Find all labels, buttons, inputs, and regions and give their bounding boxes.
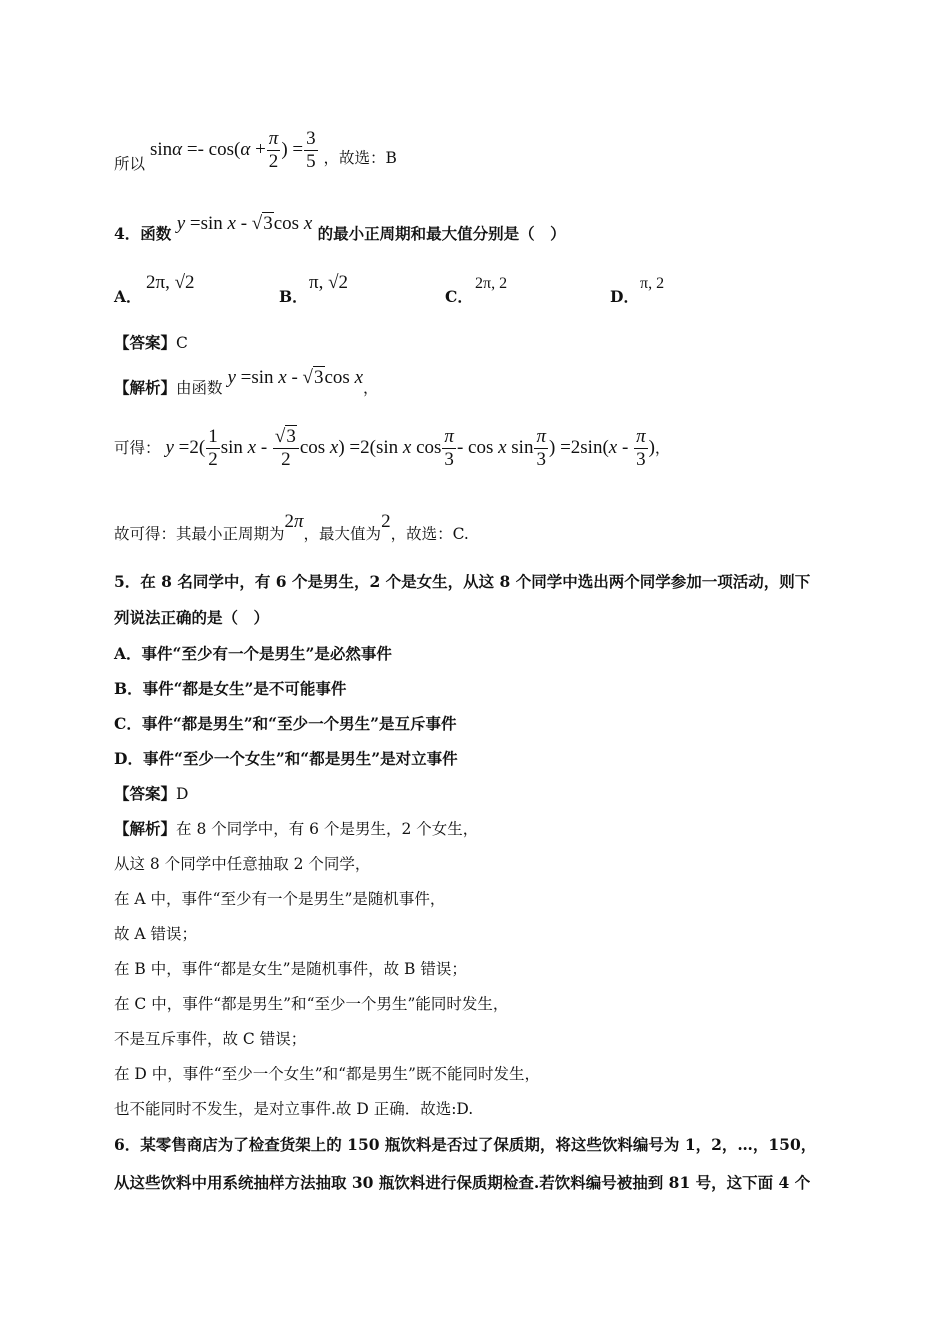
question-6-title-line1: 6．某零售商店为了检查货架上的 150 瓶饮料是否过了保质期，将这些饮料编号为 1，2，…，150， — [114, 1135, 817, 1154]
text: ，故选：C. — [390, 525, 469, 543]
formula-derivation: y =2( $\frac{1}{2}$ sin x - $\frac{√3}{2}$ cos x) =2(sin x cos $\frac{\pi}{3}$ - cos x sin $\frac{\pi}{3}$ ) =2sin(x - $\frac{\pi}{3}$ ) — [165, 426, 655, 470]
q5-option-a[interactable]: A．事件“至少有一个是男生”是必然事件 — [114, 644, 392, 663]
question-4-title — [114, 214, 566, 244]
option-label: B． — [279, 287, 308, 306]
formula-function: y =sin x - √3cos x — [176, 213, 313, 234]
q5-analysis-line5: 在 B 中，事件“都是女生”是随机事件，故 B 错误； — [114, 960, 467, 978]
text: 在 8 个同学中，有 6 个是男生，2 个女生， — [176, 820, 479, 838]
q4-analysis-line1 — [114, 368, 379, 398]
text: ，最大值为 — [303, 525, 382, 543]
text: 故可得：其最小正周期为 — [114, 525, 285, 543]
formula-period: 2π — [284, 511, 304, 532]
q4-option-b[interactable] — [279, 285, 308, 307]
question-5-title-line1: 5．在 8 名同学中，有 6 个是男生，2 个是女生，从这 8 个同学中选出两个同学参加一项活动，则下 — [114, 572, 811, 591]
answer-value: D — [176, 785, 189, 803]
text: 所以 — [114, 154, 146, 173]
option-label: A． — [114, 287, 142, 306]
text: 由函数 — [176, 379, 223, 397]
q4-option-a-value: 2π, √2 — [146, 272, 195, 293]
q4-option-c-value: 2π, 2 — [475, 275, 508, 292]
q4-option-d[interactable] — [610, 285, 639, 307]
option-label: C． — [445, 287, 473, 306]
q4-option-a[interactable] — [114, 285, 142, 307]
text: ， — [654, 438, 671, 457]
q5-analysis-line4: 故 A 错误； — [114, 925, 198, 943]
text: ， — [363, 379, 379, 397]
formula-max: 2 — [381, 511, 391, 532]
text: 的最小正周期和最大值分别是（ ） — [317, 224, 566, 243]
q4-option-d-value: π, 2 — [640, 275, 665, 292]
text: ，故选：B — [323, 148, 397, 167]
q5-analysis-line3: 在 A 中，事件“至少有一个是男生”是随机事件， — [114, 890, 446, 908]
formula-sin-alpha: sinα =- cos(α + $\frac{\pi}{2}$ ) = $\frac{3}{5}$ — [149, 128, 316, 172]
q5-analysis-line2: 从这 8 个同学中任意抽取 2 个同学， — [114, 855, 371, 873]
answer-tag: 【答案】 — [114, 784, 177, 803]
q5-analysis-line6: 在 C 中，事件“都是男生”和“至少一个男生”能同时发生， — [114, 995, 509, 1013]
text: 可得： — [114, 438, 161, 457]
answer-tag: 【答案】 — [114, 333, 177, 352]
q5-analysis-line8: 在 D 中，事件“至少一个女生”和“都是男生”既不能同时发生， — [114, 1065, 540, 1083]
q5-option-b[interactable]: B．事件“都是女生”是不可能事件 — [114, 679, 347, 698]
text: 4．函数 — [114, 224, 172, 243]
analysis-tag: 【解析】 — [114, 378, 177, 397]
answer-value: C — [176, 334, 188, 352]
q5-analysis-line1 — [114, 819, 478, 839]
q4-analysis-line2 — [114, 426, 670, 471]
q4-option-c[interactable] — [445, 285, 473, 307]
q5-answer — [114, 784, 188, 804]
q5-analysis-line7: 不是互斥事件，故 C 错误； — [114, 1030, 307, 1048]
q5-option-c[interactable]: C．事件“都是男生”和“至少一个男生”是互斥事件 — [114, 714, 457, 733]
q5-analysis-line9: 也不能同时不发生，是对立事件.故 D 正确．故选:D. — [114, 1100, 474, 1118]
question-5-title-line2: 列说法正确的是（ ） — [114, 608, 270, 627]
q5-option-d[interactable]: D．事件“至少一个女生”和“都是男生”是对立事件 — [114, 749, 458, 768]
option-label: D． — [610, 287, 639, 306]
q4-answer — [114, 333, 188, 353]
q4-analysis-line3 — [114, 512, 469, 544]
q4-option-b-value: π, √2 — [309, 272, 349, 293]
analysis-tag: 【解析】 — [114, 819, 177, 838]
solution-line-suoyi — [114, 128, 397, 174]
formula-function: y =sin x - √3cos x — [227, 367, 364, 388]
question-6-title-line2: 从这些饮料中用系统抽样方法抽取 30 瓶饮料进行保质期检查.若饮料编号被抽到 81 号，这下面 4 个 — [114, 1173, 811, 1192]
